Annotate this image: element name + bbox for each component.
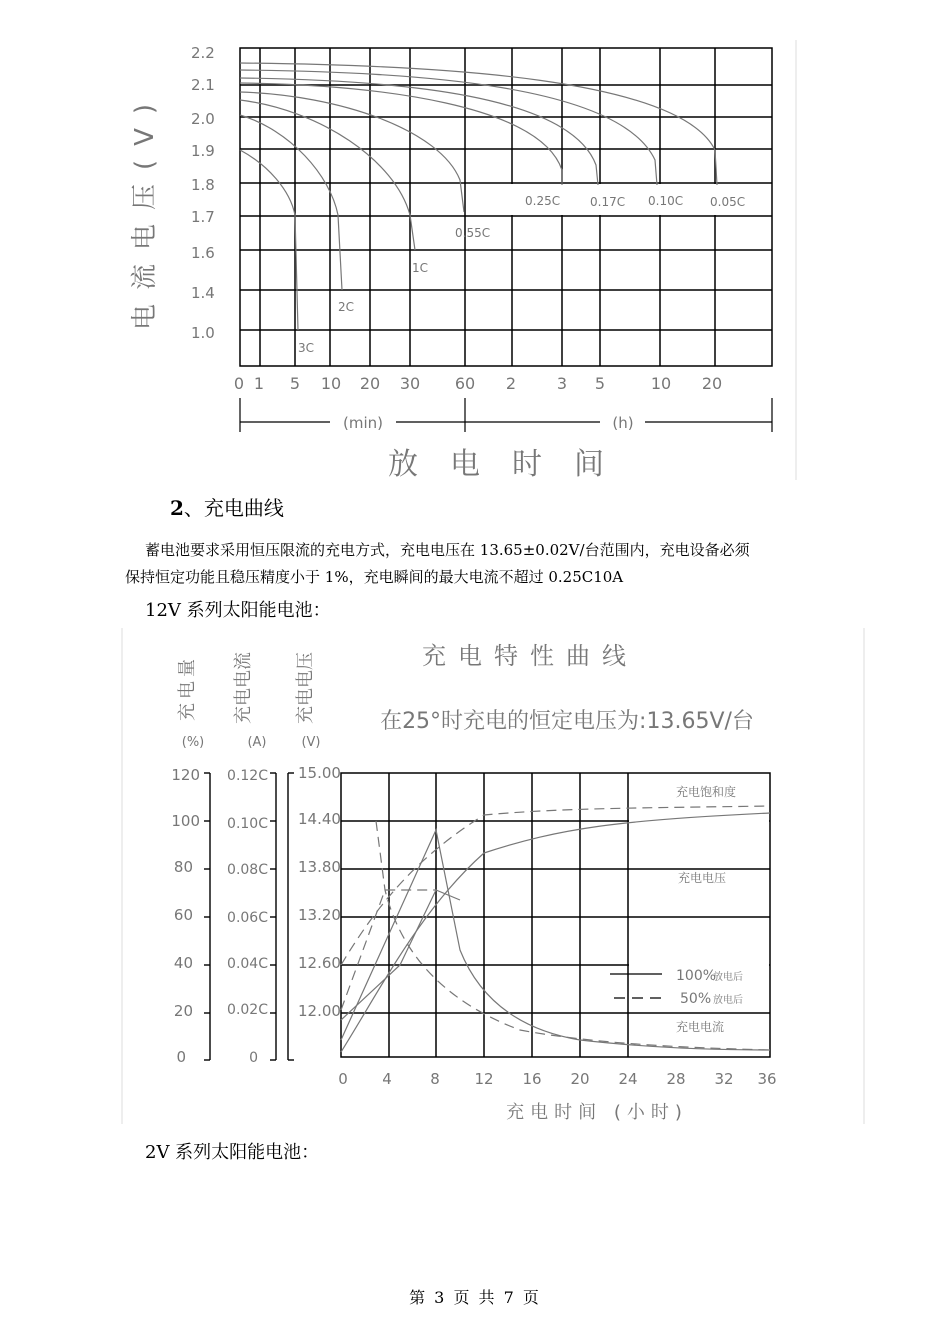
axis1-tick: 100 [171,812,200,830]
y-tick: 1.9 [191,142,215,160]
discharge-ylabel: 电流电压(V) [130,89,160,331]
x-tick: 2 [505,374,517,393]
y-tick: 1.0 [191,324,215,342]
x-tick: 5 [289,374,301,393]
section-title: 、充电曲线 [183,496,284,520]
axis2-tick: 0.12C [227,768,268,784]
x-tick: 8 [430,1070,440,1088]
axis1-tick: 80 [173,858,193,876]
axis1-unit: (%) [181,735,205,750]
x-tick: 3 [556,374,568,393]
x-tick: 20 [570,1070,590,1088]
axis2-tick: 0 [249,1050,258,1066]
curve-label: 0.05C [710,195,746,209]
discharge-xlabel: 放电时间 [388,447,636,482]
axis1-tick: 60 [173,906,193,924]
axis1-label: 充电量 [177,655,198,721]
axis2-tick: 0.08C [227,862,268,878]
axis2-tick: 0.06C [227,910,268,926]
axis2-tick: 0.10C [227,816,268,832]
curve-label: 1C [412,261,429,275]
x-tick: 0 [338,1070,348,1088]
x-tick: 30 [399,374,421,393]
axis3-label: 充电电压 [295,652,316,724]
label-saturation: 充电饱和度 [676,785,737,799]
axis2-tick: 0.02C [227,1002,268,1018]
y-tick: 1.7 [191,208,215,226]
x-tick: 20 [701,374,723,393]
axis1-ticks [171,766,200,1066]
paragraph-line-1: 蓄电池要求采用恒压限流的充电方式，充电电压在 13.65±0.02V/台范围内，充电设备必须 [145,541,750,559]
label-voltage: 充电电压 [678,871,727,885]
charging-title: 充电特性曲线 [422,642,638,670]
section-number: 2 [170,496,184,520]
axis2-unit: (A) [247,735,267,750]
axis1-tick: 40 [173,954,193,972]
unit-min-label: (min) [343,414,383,432]
x-tick: 5 [594,374,606,393]
charging-xlabel: 充电时间 (小时) [506,1102,688,1123]
curve-label: 2C [338,300,355,314]
x-tick: 4 [382,1070,392,1088]
x-tick: 1 [253,374,265,393]
label-current: 充电电流 [676,1020,725,1034]
y-tick: 1.6 [191,244,215,262]
x-tick: 16 [522,1070,542,1088]
legend-100-note: 放电后 [713,972,743,983]
paragraph-line-2: 保持恒定功能且稳压精度小于 1%，充电瞬间的最大电流不超过 0.25C10A [125,568,624,586]
curve-label: 3C [298,341,315,355]
curve-label: 0.10C [648,194,684,208]
axis3-tick: 13.20 [298,906,341,924]
axis3-tick: 12.00 [298,1002,341,1020]
curve-label: 0.25C [525,194,561,208]
legend-50-value: 50% [680,991,712,1007]
axis3-tick: 13.80 [298,858,341,876]
unit-h-label: (h) [612,414,634,432]
legend-100-value: 100% [676,968,717,984]
x-tick: 24 [618,1070,638,1088]
axis3-tick: 14.40 [298,810,341,828]
curve-label: 0.55C [455,226,491,240]
x-tick: 12 [474,1070,494,1088]
y-tick: 2.2 [191,44,215,62]
axis2-ticks [227,768,268,1066]
axis2-tick: 0.04C [227,956,268,972]
x-tick: 32 [714,1070,734,1088]
axis3-tick: 12.60 [298,954,341,972]
y-tick: 1.4 [191,284,215,302]
x-tick: 36 [757,1070,777,1088]
y-tick: 1.8 [191,176,215,194]
axis1-tick: 20 [173,1002,193,1020]
x-tick: 28 [666,1070,686,1088]
axis3-ticks [298,764,341,1020]
axis1-tick: 0 [176,1048,186,1066]
axis3-tick: 15.00 [298,764,341,782]
page-footer: 第 3 页 共 7 页 [409,1288,541,1307]
axis1-tick: 120 [171,766,200,784]
x-tick: 20 [359,374,381,393]
y-tick: 2.1 [191,76,215,94]
subtitle-2v: 2V 系列太阳能电池： [145,1142,320,1163]
x-tick: 60 [454,374,476,393]
legend-50-note: 放电后 [713,995,743,1006]
x-tick: 0 [233,374,245,393]
x-tick: 10 [650,374,672,393]
curve-label: 0.17C [590,195,626,209]
subtitle-12v: 12V 系列太阳能电池： [145,600,331,621]
y-tick: 2.0 [191,110,215,128]
x-tick: 10 [320,374,342,393]
axis3-unit: (V) [301,735,321,750]
charging-subtitle: 在25°时充电的恒定电压为:13.65V/台 [380,709,754,734]
axis2-label: 充电电流 [233,652,254,724]
charging-x-ticks [338,1070,776,1088]
